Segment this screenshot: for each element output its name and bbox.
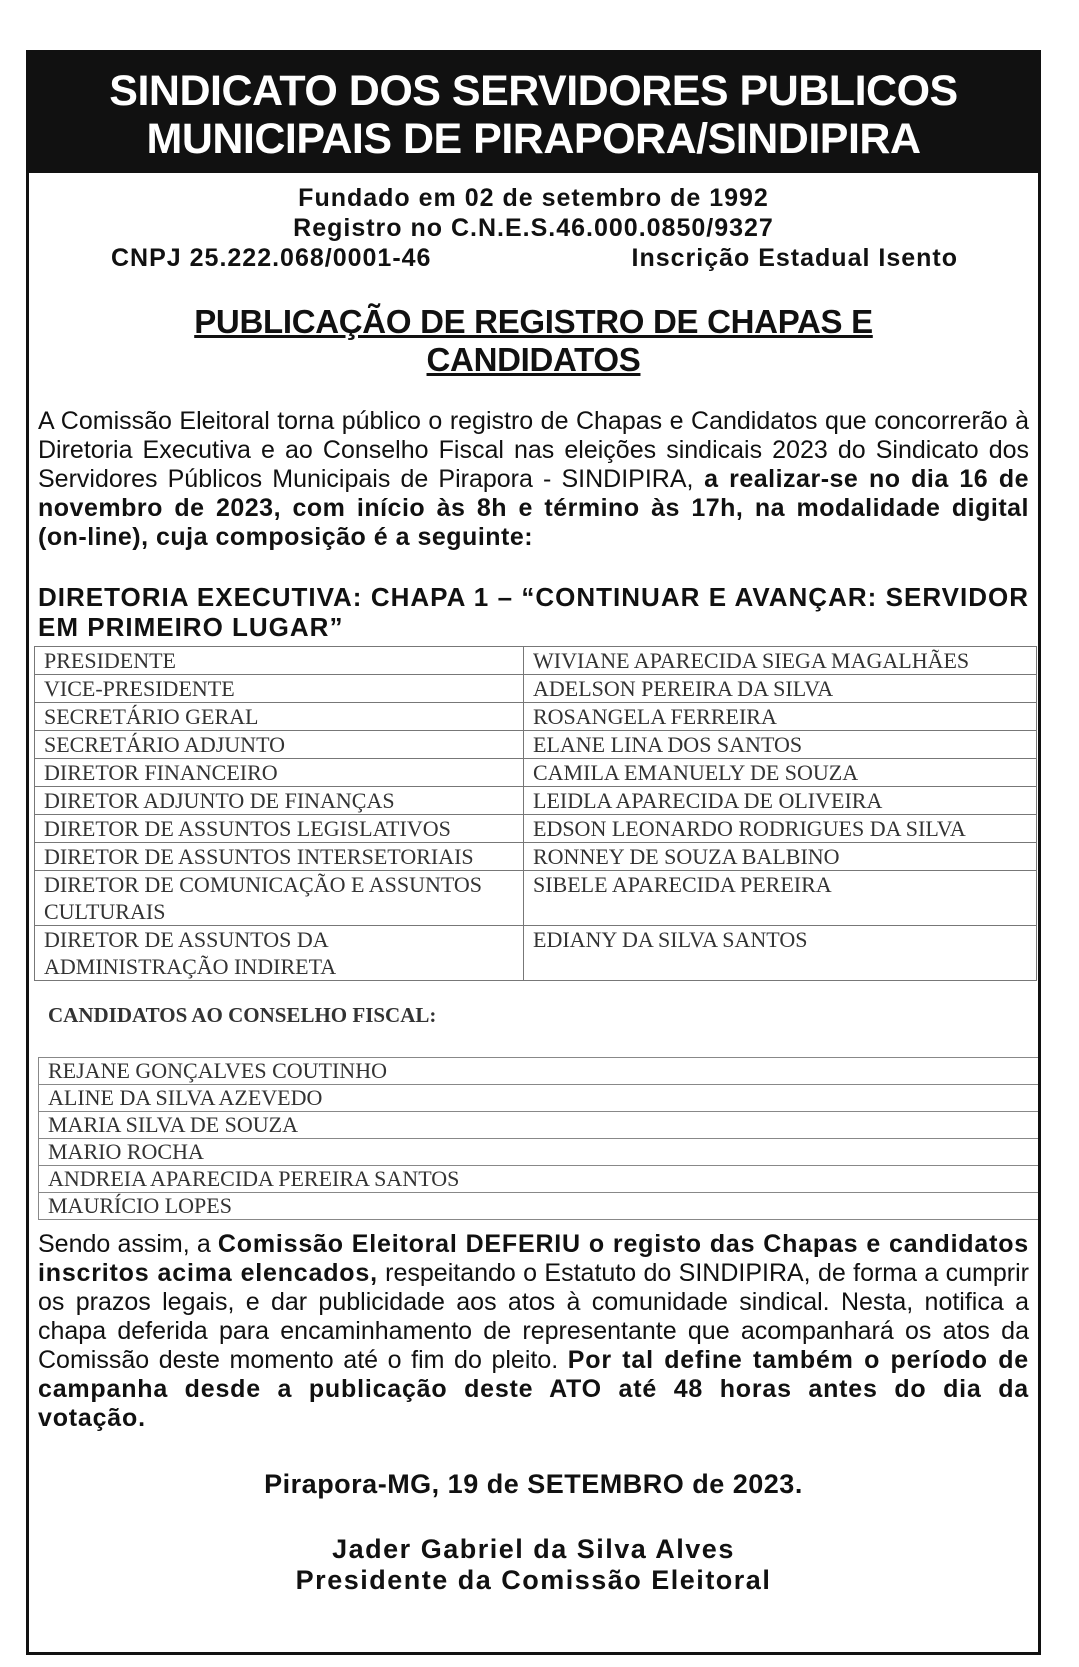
signature-name: Jader Gabriel da Silva Alves [332, 1534, 735, 1564]
closing-bold-2: Por tal define também o período de campanha desde a publicação deste ATO até 48 horas antes do dia da votação. [38, 1346, 1029, 1432]
fiscal-name-cell: MAURÍCIO LOPES [39, 1193, 1041, 1220]
board-name-cell: CAMILA EMANUELY DE SOUZA [524, 759, 1037, 787]
board-name-cell: EDIANY DA SILVA SANTOS [524, 926, 1037, 981]
fiscal-row [39, 1193, 1041, 1220]
board-name-cell: ROSANGELA FERREIRA [524, 703, 1037, 731]
fiscal-row [39, 1085, 1041, 1112]
board-role-cell: DIRETOR DE ASSUNTOS INTERSETORIAIS [35, 843, 524, 871]
fiscal-row [39, 1166, 1041, 1193]
board-row [35, 787, 1037, 815]
board-role-cell: SECRETÁRIO GERAL [35, 703, 524, 731]
board-name-cell: LEIDLA APARECIDA DE OLIVEIRA [524, 787, 1037, 815]
title-line-1: PUBLICAÇÃO DE REGISTRO DE CHAPAS E [194, 303, 873, 340]
closing-text-1: Sendo assim, a [38, 1230, 218, 1258]
fiscal-row [39, 1139, 1041, 1166]
board-role-cell: DIRETOR DE ASSUNTOS LEGISLATIVOS [35, 815, 524, 843]
board-row [35, 759, 1037, 787]
board-row [35, 731, 1037, 759]
founded-text: Fundado em 02 de setembro de 1992 [298, 184, 769, 212]
fiscal-heading: CANDIDATOS AO CONSELHO FISCAL: [48, 1003, 437, 1027]
board-row [35, 647, 1037, 675]
board-role-cell: DIRETOR DE COMUNICAÇÃO E ASSUNTOS CULTURAIS [35, 871, 524, 926]
registration-info [29, 183, 1038, 273]
document-frame [26, 50, 1041, 1655]
board-name-cell: RONNEY DE SOUZA BALBINO [524, 843, 1037, 871]
cnpj-row [29, 243, 1038, 273]
fiscal-row [39, 1112, 1041, 1139]
board-heading: DIRETORIA EXECUTIVA: CHAPA 1 – “CONTINUAR E AVANÇAR: SERVIDOR EM PRIMEIRO LUGAR” [38, 582, 1029, 642]
signature-role: Presidente da Comissão Eleitoral [295, 1565, 772, 1595]
board-table [34, 646, 1037, 981]
state-registration-text: Inscrição Estadual Isento [631, 244, 958, 272]
fiscal-name-cell: ANDREIA APARECIDA PEREIRA SANTOS [39, 1166, 1041, 1193]
header-line-2: MUNICIPAIS DE PIRAPORA/SINDIPIRA [146, 115, 921, 163]
fiscal-name-cell: MARIO ROCHA [39, 1139, 1041, 1166]
board-role-cell: DIRETOR DE ASSUNTOS DA ADMINISTRAÇÃO INDIRETA [35, 926, 524, 981]
board-row [35, 675, 1037, 703]
intro-normal: A Comissão Eleitoral torna público o registro de Chapas e Candidatos que concorrerão à Diretoria Executiva e ao Conselho Fiscal nas eleições sindicais 2023 do Sindicato dos Servidores Públicos Municipais de Pirapora - SINDIPIRA, [38, 407, 1029, 493]
board-row [35, 871, 1037, 926]
closing-text-2: respeitando o Estatuto do SINDIPIRA, de forma a cumprir os prazos legais, e dar publicidade aos atos à comunidade sindical. Nesta, notifica a chapa deferida para encaminhamento de representante que acompanhará os atos da Comissão deste momento até o fim do pleito. [38, 1259, 1029, 1374]
header-banner [29, 53, 1038, 173]
board-role-cell: PRESIDENTE [35, 647, 524, 675]
fiscal-name-cell: MARIA SILVA DE SOUZA [39, 1112, 1041, 1139]
board-row [35, 926, 1037, 981]
fiscal-name-cell: ALINE DA SILVA AZEVEDO [39, 1085, 1041, 1112]
board-role-cell: DIRETOR ADJUNTO DE FINANÇAS [35, 787, 524, 815]
board-name-cell: ELANE LINA DOS SANTOS [524, 731, 1037, 759]
board-name-cell: SIBELE APARECIDA PEREIRA [524, 871, 1037, 926]
board-role-cell: DIRETOR FINANCEIRO [35, 759, 524, 787]
cnpj-text: CNPJ 25.222.068/0001-46 [111, 244, 432, 272]
board-name-cell: WIVIANE APARECIDA SIEGA MAGALHÃES [524, 647, 1037, 675]
fiscal-name-cell: REJANE GONÇALVES COUTINHO [39, 1058, 1041, 1085]
signature-block [29, 1534, 1038, 1596]
board-row [35, 843, 1037, 871]
date-line: Pirapora-MG, 19 de SETEMBRO de 2023. [264, 1469, 803, 1499]
board-row [35, 703, 1037, 731]
closing-bold-1: Comissão Eleitoral DEFERIU o registo das Chapas e candidatos inscritos acima elencados, [38, 1230, 1029, 1287]
board-row [35, 815, 1037, 843]
board-name-cell: ADELSON PEREIRA DA SILVA [524, 675, 1037, 703]
header-line-1: SINDICATO DOS SERVIDORES PUBLICOS [109, 67, 958, 115]
board-role-cell: VICE-PRESIDENTE [35, 675, 524, 703]
intro-paragraph [29, 407, 1038, 552]
fiscal-table [38, 1057, 1041, 1220]
document-title [29, 303, 1038, 379]
board-name-cell: EDSON LEONARDO RODRIGUES DA SILVA [524, 815, 1037, 843]
board-role-cell: SECRETÁRIO ADJUNTO [35, 731, 524, 759]
intro-bold: a realizar-se no dia 16 de novembro de 2023, com início às 8h e término às 17h, na modalidade digital (on-line), cuja composição é a seguinte: [38, 465, 1029, 551]
title-line-2: CANDIDATOS [426, 341, 641, 378]
fiscal-row [39, 1058, 1041, 1085]
registry-text: Registro no C.N.E.S.46.000.0850/9327 [293, 214, 774, 242]
closing-paragraph [29, 1230, 1038, 1433]
